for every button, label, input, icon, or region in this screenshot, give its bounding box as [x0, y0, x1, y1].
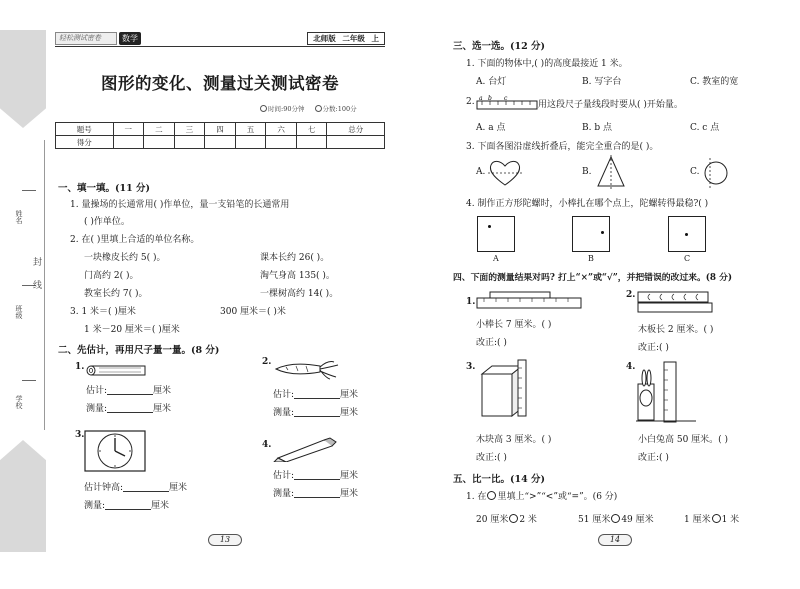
page-number-right: 14: [598, 534, 632, 546]
school-line: [22, 380, 36, 381]
s4-fix-2[interactable]: 改正:( ): [638, 343, 669, 353]
subject-badge: 数学: [119, 32, 141, 45]
s2-est-4: [273, 468, 358, 481]
s4-fix-3[interactable]: 改正:( ): [476, 453, 507, 463]
page-number-left: 13: [208, 534, 242, 546]
section-1-heading: 一、填一填。(11 分): [58, 183, 151, 194]
s3-q4-label-b: B: [588, 254, 594, 263]
s2-mea-2: [273, 405, 358, 418]
ruler-point-c: c: [504, 95, 508, 102]
s4-t3: 木块高 3 厘米。( ): [476, 435, 552, 445]
s4-t4: 小白兔高 50 厘米。( ): [638, 435, 729, 445]
s2-num-4: 4.: [262, 440, 272, 450]
pencil-picture: [272, 436, 338, 462]
block-ruler-picture: [478, 358, 534, 420]
score-input[interactable]: [296, 136, 327, 149]
score-icon: [315, 105, 322, 112]
circle-shape: [702, 158, 730, 188]
answer-blank[interactable]: [105, 501, 151, 510]
answer-blank[interactable]: [294, 390, 340, 399]
stick-ruler-picture: [476, 290, 582, 310]
heart-shape: [488, 159, 522, 187]
s1-item: 一棵树高约 14( )。: [260, 289, 339, 299]
s1-item: 教室长约 7( )。: [84, 289, 148, 299]
s1-q1-line2: ( )作单位。: [84, 217, 130, 227]
s2-mea-4: [273, 486, 358, 499]
dot: [685, 233, 688, 236]
score-input[interactable]: [266, 136, 297, 149]
s3-q3-opt-a[interactable]: A.: [476, 167, 486, 177]
s2-est-3: [84, 480, 187, 493]
unit-label: 厘米: [340, 408, 359, 418]
score-cell: 五: [235, 123, 266, 136]
edition-box: [307, 32, 385, 45]
compare-circle: [487, 491, 496, 500]
s1-q2: 2. 在( )里填上合适的单位名称。: [70, 235, 200, 245]
unit-label: 厘米: [340, 471, 359, 481]
compare-right: 1 米: [721, 515, 740, 525]
score-cell: 一: [113, 123, 144, 136]
mea-label: 测量:: [84, 501, 106, 511]
board-ruler-picture: [636, 290, 714, 314]
dot: [488, 225, 491, 228]
margin-tab-top: [0, 30, 46, 128]
s3-q2-opt-c[interactable]: C. c 点: [690, 123, 720, 133]
score-cell: 七: [296, 123, 327, 136]
s1-q3a: 3. 1 米＝( )厘米: [70, 307, 136, 317]
s5-q1-prefix: 1. 在: [466, 492, 487, 502]
compare-left: 51 厘米: [578, 515, 611, 525]
s1-q3b: 300 厘米＝( )米: [220, 307, 286, 317]
s1-item: 门高约 2( )。: [84, 271, 139, 281]
mea-label: 测量:: [86, 404, 108, 414]
s3-q4-label-a: A: [493, 254, 499, 263]
score-cell: 题号: [56, 123, 114, 136]
square-option-c[interactable]: [668, 216, 706, 252]
brand-label: 轻松测试密卷: [55, 32, 117, 45]
s3-q1: 1. 下面的物体中,( )的高度最接近 1 米。: [466, 59, 628, 69]
compare-left: 20 厘米: [476, 515, 509, 525]
compare-circle[interactable]: [712, 514, 721, 523]
score-input[interactable]: [327, 136, 385, 149]
s3-q3: 3. 下面各图沿虚线折叠后，能完全重合的是( )。: [466, 142, 659, 152]
cut-line: [44, 140, 45, 430]
name-line: [22, 190, 36, 191]
edition-term: 上: [371, 34, 379, 43]
score-input[interactable]: [205, 136, 236, 149]
s2-num-1: 1.: [75, 362, 85, 372]
answer-blank[interactable]: [294, 471, 340, 480]
unit-label: 厘米: [153, 404, 172, 414]
triangle-shape: [596, 155, 626, 189]
square-option-b[interactable]: [572, 216, 610, 252]
compare-item-1: [476, 512, 537, 525]
s3-q2-text: 用这段尺子量线段时要从( )开始量。: [538, 100, 683, 110]
score-cell: 六: [266, 123, 297, 136]
s4-t1: 小棒长 7 厘米。( ): [476, 320, 552, 330]
score-cell: 得分: [56, 136, 114, 149]
score-cell: 总分: [327, 123, 385, 136]
est-label: 估计:: [273, 471, 295, 481]
s1-q1-line1: 1. 量操场的长通常用( )作单位，量一支铅笔的长通常用: [70, 200, 290, 210]
s4-num-3: 3.: [466, 362, 476, 372]
carrot-picture: [272, 358, 340, 380]
edition-publisher: 北师版: [313, 34, 336, 43]
s3-q1-opt-b[interactable]: B. 写字台: [582, 77, 622, 87]
s2-mea-3: [84, 498, 169, 511]
compare-circle[interactable]: [509, 514, 518, 523]
s2-num-3: 3.: [75, 430, 85, 440]
answer-blank[interactable]: [294, 408, 340, 417]
answer-blank[interactable]: [107, 404, 153, 413]
page-title: 图形的变化、测量过关测试密卷: [101, 74, 339, 93]
log-picture: [85, 364, 149, 378]
score-input[interactable]: [113, 136, 144, 149]
margin-label-school: 学校: [15, 395, 23, 409]
answer-blank[interactable]: [123, 483, 169, 492]
s4-num-4: 4.: [626, 362, 636, 372]
margin-tab-bottom: [0, 440, 46, 552]
dot: [601, 231, 604, 234]
s5-q1-suffix: 里填上“>”“<”或“=”。(6 分): [497, 492, 618, 502]
s1-item: 课本长约 26( )。: [260, 253, 330, 263]
s4-num-1: 1.: [466, 297, 476, 307]
s4-t2: 木板长 2 厘米。( ): [638, 325, 714, 335]
time-limit: 时间:90分钟: [268, 105, 305, 113]
s2-num-2: 2.: [262, 357, 272, 367]
binding-margin: [0, 0, 48, 589]
s3-q3-opt-c[interactable]: C.: [690, 167, 700, 177]
compare-circle[interactable]: [611, 514, 620, 523]
unit-label: 厘米: [153, 386, 172, 396]
margin-label-class: 班级: [15, 305, 23, 319]
answer-blank[interactable]: [294, 489, 340, 498]
s1-item: 一块橡皮长约 5( )。: [84, 253, 166, 263]
s3-q2-opt-a[interactable]: A. a 点: [476, 123, 506, 133]
score-cell: 三: [174, 123, 205, 136]
ruler-point-a: a: [479, 95, 483, 102]
section-4-heading: 四、下面的测量结果对吗? 打上“×”或“√”，并把错误的改过来。(8 分): [453, 273, 733, 283]
score-cell: 四: [205, 123, 236, 136]
s3-q1-opt-c[interactable]: C. 教室的宽: [690, 77, 739, 87]
s4-fix-1[interactable]: 改正:( ): [476, 338, 507, 348]
score-table: [55, 122, 385, 149]
header-bar: [55, 32, 385, 47]
section-5-heading: 五、比一比。(14 分): [453, 474, 546, 485]
s3-q2-opt-b[interactable]: B. b 点: [582, 123, 612, 133]
unit-label: 厘米: [340, 489, 359, 499]
s2-est-1: [86, 383, 171, 396]
exam-meta: [260, 104, 365, 113]
s1-q3c: 1 米－20 厘米＝( )厘米: [84, 325, 180, 335]
score-input[interactable]: [144, 136, 175, 149]
section-2-heading: 二、先估计，再用尺子量一量。(8 分): [58, 345, 220, 356]
ruler-picture: [476, 93, 538, 111]
margin-label-name: 姓名: [15, 210, 23, 224]
ruler-point-b: b: [488, 95, 492, 102]
s5-q1: [466, 489, 617, 502]
s2-est-2: [273, 387, 358, 400]
est-label: 估计钟高:: [84, 483, 124, 493]
s3-q1-opt-a[interactable]: A. 台灯: [476, 77, 507, 87]
answer-blank[interactable]: [107, 386, 153, 395]
s3-q4: 4. 制作正方形陀螺时，小棒扎在哪个点上，陀螺转得最稳?( ): [466, 199, 709, 209]
seal-mark-2: 线: [33, 281, 43, 291]
square-option-a[interactable]: [477, 216, 515, 252]
compare-left: 1 厘米: [684, 515, 711, 525]
est-label: 估计:: [273, 390, 295, 400]
full-score: 分数:100分: [322, 105, 357, 113]
score-input[interactable]: [174, 136, 205, 149]
compare-item-2: [578, 512, 654, 525]
unit-label: 厘米: [151, 501, 170, 511]
unit-label: 厘米: [340, 390, 359, 400]
seal-mark-1: 封: [33, 258, 43, 268]
clock-icon: [260, 105, 267, 112]
mea-label: 测量:: [273, 489, 295, 499]
s3-q3-opt-b[interactable]: B.: [582, 167, 592, 177]
rabbit-ruler-picture: [636, 360, 696, 424]
s3-q2-num: 2.: [466, 97, 475, 107]
clock-picture: [84, 430, 146, 472]
compare-right: 2 米: [519, 515, 537, 525]
unit-label: 厘米: [169, 483, 188, 493]
s4-fix-4[interactable]: 改正:( ): [638, 453, 669, 463]
compare-item-3: [684, 512, 739, 525]
score-input[interactable]: [235, 136, 266, 149]
mea-label: 测量:: [273, 408, 295, 418]
compare-right: 49 厘米: [621, 515, 654, 525]
s1-item: 淘气身高 135( )。: [260, 271, 335, 281]
score-cell: 二: [144, 123, 175, 136]
s4-num-2: 2.: [626, 290, 636, 300]
s2-mea-1: [86, 401, 171, 414]
est-label: 估计:: [86, 386, 108, 396]
s3-q4-label-c: C: [684, 254, 691, 263]
edition-grade: 二年级: [342, 34, 365, 43]
score-table-header: [56, 123, 385, 136]
score-table-row: [56, 136, 385, 149]
section-3-heading: 三、选一选。(12 分): [453, 41, 546, 52]
